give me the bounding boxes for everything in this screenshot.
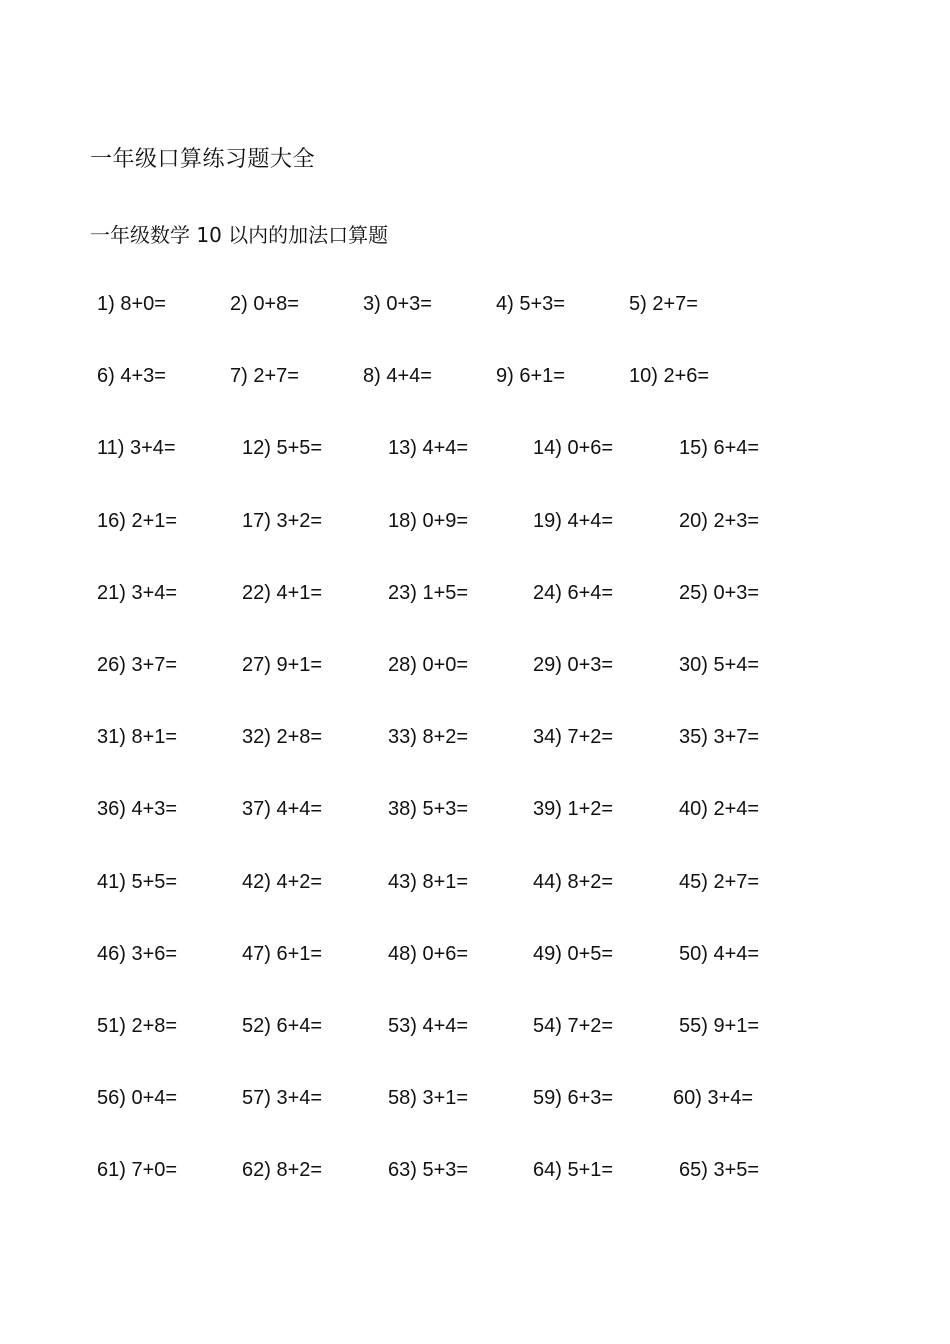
problem-item: 43) 8+1= [388,871,469,893]
problem-item: 8) 4+4= [363,365,432,387]
problem-item: 59) 6+3= [533,1087,614,1109]
problem-item: 58) 3+1= [388,1087,469,1109]
problem-item: 9) 6+1= [496,365,565,387]
problem-item: 25) 0+3= [679,582,760,604]
problem-item: 21) 3+4= [97,582,178,604]
problem-item: 11) 3+4= [97,437,176,459]
problem-item: 46) 3+6= [97,943,178,965]
problem-item: 5) 2+7= [629,293,698,315]
problem-item: 49) 0+5= [533,943,614,965]
problem-item: 19) 4+4= [533,510,614,532]
problem-item: 2) 0+8= [230,293,299,315]
problem-item: 61) 7+0= [97,1159,178,1181]
problem-item: 40) 2+4= [679,798,760,820]
problem-item: 48) 0+6= [388,943,469,965]
problem-item: 6) 4+3= [97,365,166,387]
problem-item: 10) 2+6= [629,365,710,387]
problem-item: 62) 8+2= [242,1159,323,1181]
problem-item: 63) 5+3= [388,1159,469,1181]
problem-item: 30) 5+4= [679,654,760,676]
problem-item: 18) 0+9= [388,510,469,532]
problem-item: 26) 3+7= [97,654,178,676]
problem-item: 33) 8+2= [388,726,469,748]
problem-item: 35) 3+7= [679,726,760,748]
problem-item: 28) 0+0= [388,654,469,676]
problem-item: 53) 4+4= [388,1015,469,1037]
problem-item: 36) 4+3= [97,798,178,820]
problem-item: 60) 3+4= [673,1087,754,1109]
problem-item: 13) 4+4= [388,437,469,459]
problem-item: 55) 9+1= [679,1015,760,1037]
section-title: 一年级数学 10 以内的加法口算题 [90,223,389,247]
problem-item: 65) 3+5= [679,1159,760,1181]
problem-item: 37) 4+4= [242,798,323,820]
problem-item: 56) 0+4= [97,1087,178,1109]
problem-item: 52) 6+4= [242,1015,323,1037]
problem-item: 4) 5+3= [496,293,565,315]
problem-item: 31) 8+1= [97,726,178,748]
problem-item: 23) 1+5= [388,582,469,604]
problem-item: 15) 6+4= [679,437,760,459]
problem-item: 64) 5+1= [533,1159,614,1181]
problem-item: 34) 7+2= [533,726,614,748]
problem-item: 47) 6+1= [242,943,323,965]
problem-item: 3) 0+3= [363,293,432,315]
page-title: 一年级口算练习题大全 [90,147,316,172]
problem-item: 50) 4+4= [679,943,760,965]
problem-item: 24) 6+4= [533,582,614,604]
problem-item: 54) 7+2= [533,1015,614,1037]
problem-item: 12) 5+5= [242,437,323,459]
problem-item: 51) 2+8= [97,1015,178,1037]
problem-item: 14) 0+6= [533,437,614,459]
problem-item: 44) 8+2= [533,871,614,893]
problem-item: 16) 2+1= [97,510,178,532]
problem-item: 32) 2+8= [242,726,323,748]
problem-item: 1) 8+0= [97,293,166,315]
problem-item: 45) 2+7= [679,871,760,893]
problem-item: 29) 0+3= [533,654,614,676]
problem-item: 7) 2+7= [230,365,299,387]
problem-item: 20) 2+3= [679,510,760,532]
problem-item: 38) 5+3= [388,798,469,820]
problem-item: 17) 3+2= [242,510,323,532]
problem-item: 39) 1+2= [533,798,614,820]
problem-item: 57) 3+4= [242,1087,323,1109]
problem-item: 41) 5+5= [97,871,178,893]
problem-item: 22) 4+1= [242,582,323,604]
problem-item: 42) 4+2= [242,871,323,893]
problem-item: 27) 9+1= [242,654,323,676]
